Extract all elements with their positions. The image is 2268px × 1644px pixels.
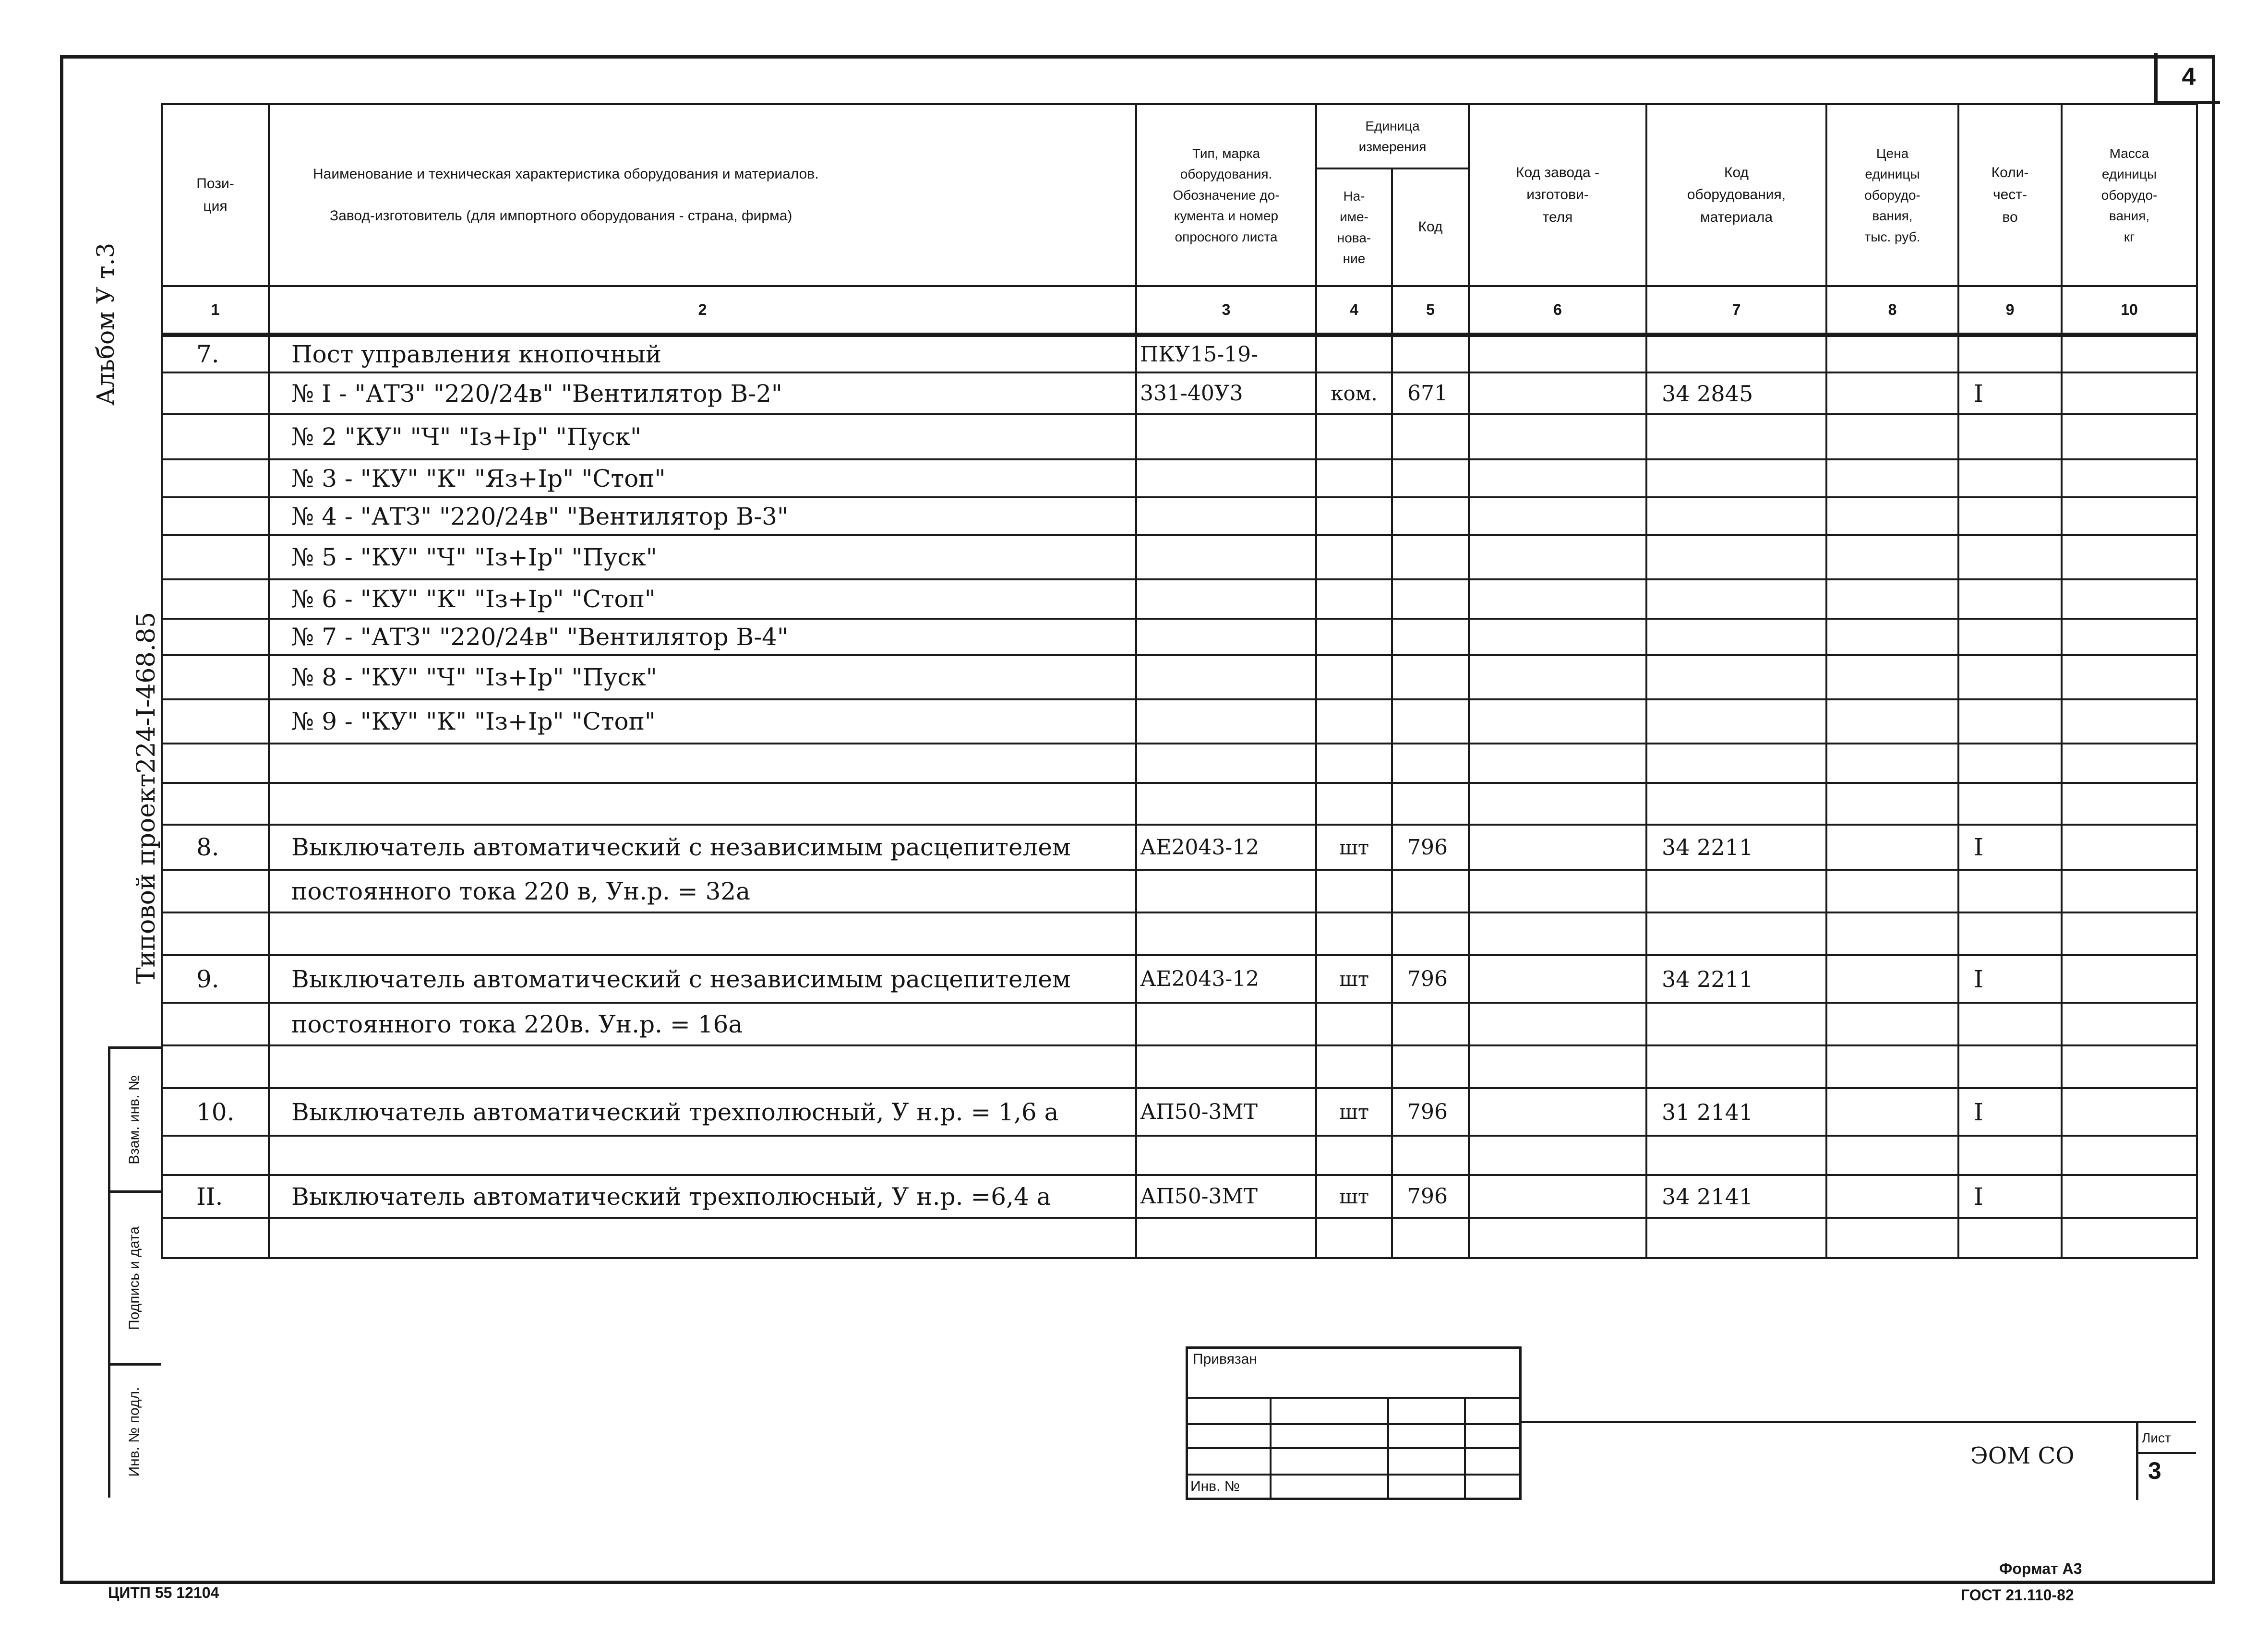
price-cell [1826,955,1958,1003]
unit-code-cell [1392,1003,1469,1045]
table-row [162,699,2197,744]
table-row [162,579,2197,619]
position-cell [162,579,269,619]
name-cell: № 8 - "КУ" "Ч" "Iз+Iр" "Пуск" [269,655,1136,699]
table-row [162,335,2197,373]
qty-cell [1958,744,2062,783]
type-cell [1136,497,1316,535]
table-row [162,870,2197,912]
position-cell: 9. [162,955,269,1003]
name-cell: № I - "АТЗ" "220/24в" "Вентилятор В-2" [269,372,1136,414]
price-cell [1826,619,1958,655]
position-cell [162,912,269,955]
type-cell: АП50-3МТ [1136,1088,1316,1136]
table-row [162,1045,2197,1088]
position-cell [162,535,269,579]
stamp-line [1464,1397,1466,1500]
factory-code-cell [1469,579,1646,619]
header-pos: Пози- ция [162,104,269,286]
price-cell [1826,655,1958,699]
price-cell [1826,1136,1958,1175]
price-cell [1826,372,1958,414]
mass-cell [2062,655,2197,699]
mass-cell [2062,699,2197,744]
qty-cell: I [1958,825,2062,870]
factory-code-cell [1469,414,1646,459]
type-cell [1136,579,1316,619]
factory-code-cell [1469,655,1646,699]
position-cell [162,1136,269,1175]
equip-code-cell [1646,535,1826,579]
qty-cell [1958,1136,2062,1175]
equip-code-cell [1646,497,1826,535]
qty-cell [1958,1218,2062,1258]
unit-code-cell [1392,783,1469,825]
unit-name-cell [1316,655,1392,699]
unit-code-cell [1392,535,1469,579]
stamp-line [1270,1397,1272,1500]
unit-code-cell: 796 [1392,825,1469,870]
name-cell [269,1136,1136,1175]
qty-cell: I [1958,1175,2062,1218]
unit-code-cell [1392,335,1469,373]
table-row [162,912,2197,955]
price-cell [1826,1003,1958,1045]
type-cell [1136,744,1316,783]
unit-name-cell [1316,1136,1392,1175]
name-cell: Выключатель автоматический с независимым расцепителем [269,825,1136,870]
type-cell [1136,1003,1316,1045]
unit-name-cell [1316,699,1392,744]
factory-code-cell [1469,699,1646,744]
name-cell: постоянного тока 220в. Ун.р. = 16а [269,1003,1136,1045]
album-label: Альбом У т.3 [92,242,120,406]
qty-cell [1958,459,2062,497]
qty-cell [1958,535,2062,579]
colnum: 3 [1136,286,1316,335]
type-cell [1136,1218,1316,1258]
unit-name-cell [1316,497,1392,535]
position-cell: II. [162,1175,269,1218]
unit-name-cell [1316,1003,1392,1045]
colnum: 7 [1646,286,1826,335]
equip-code-cell [1646,655,1826,699]
sheet-value: 3 [2148,1457,2161,1484]
table-row [162,1003,2197,1045]
price-cell [1826,825,1958,870]
factory-code-cell [1469,335,1646,373]
position-cell [162,744,269,783]
qty-cell [1958,1045,2062,1088]
header-mass: Масса единицы оборудо- вания, кг [2062,104,2197,286]
equip-code-cell: 34 2141 [1646,1175,1826,1218]
name-cell: № 7 - "АТЗ" "220/24в" "Вентилятор В-4" [269,619,1136,655]
name-cell [269,1045,1136,1088]
name-cell: № 5 - "КУ" "Ч" "Iз+Iр" "Пуск" [269,535,1136,579]
unit-code-cell: 796 [1392,1088,1469,1136]
table-row [162,825,2197,870]
factory-code-cell [1469,825,1646,870]
colnum: 1 [162,286,269,335]
factory-code-cell [1469,783,1646,825]
equip-code-cell [1646,783,1826,825]
position-cell [162,870,269,912]
table-row [162,655,2197,699]
price-cell [1826,497,1958,535]
unit-name-cell [1316,783,1392,825]
qty-cell [1958,497,2062,535]
position-cell: 7. [162,335,269,373]
type-cell [1136,1045,1316,1088]
mass-cell [2062,744,2197,783]
table-row [162,1175,2197,1218]
project-label: Типовой проект224-I-468.85 [132,612,161,984]
position-cell [162,1003,269,1045]
factory-code-cell [1469,1136,1646,1175]
unit-code-cell: 671 [1392,372,1469,414]
table-row [162,535,2197,579]
qty-cell: I [1958,372,2062,414]
sheet-label: Лист [2142,1430,2171,1445]
type-cell: АЕ2043-12 [1136,955,1316,1003]
factory-code-cell [1469,1088,1646,1136]
equip-code-cell [1646,870,1826,912]
name-cell: постоянного тока 220 в, Ун.р. = 32а [269,870,1136,912]
mass-cell [2062,1175,2197,1218]
type-cell: ПКУ15-19- [1136,335,1316,373]
mass-cell [2062,1003,2197,1045]
qty-cell [1958,335,2062,373]
stamp-line [1186,1474,1522,1476]
type-cell: 331-40У3 [1136,372,1316,414]
equip-code-cell: 31 2141 [1646,1088,1826,1136]
position-cell: 10. [162,1088,269,1136]
price-cell [1826,1088,1958,1136]
mass-cell [2062,619,2197,655]
type-cell [1136,414,1316,459]
stamp-line [1522,1421,2196,1423]
price-cell [1826,1045,1958,1088]
type-cell [1136,1136,1316,1175]
factory-code-cell [1469,535,1646,579]
factory-code-cell [1469,1003,1646,1045]
position-cell [162,414,269,459]
colnum: 5 [1392,286,1469,335]
unit-code-cell [1392,1045,1469,1088]
header-unit-code: Код [1392,168,1469,286]
unit-name-cell [1316,912,1392,955]
qty-cell [1958,579,2062,619]
mass-cell [2062,1088,2197,1136]
position-cell [162,655,269,699]
price-cell [1826,1175,1958,1218]
name-cell: № 4 - "АТЗ" "220/24в" "Вентилятор В-3" [269,497,1136,535]
factory-code-cell [1469,870,1646,912]
name-cell: № 9 - "КУ" "К" "Iз+Iр" "Стоп" [269,699,1136,744]
qty-cell [1958,619,2062,655]
stamp-line [2136,1452,2196,1454]
price-cell [1826,414,1958,459]
mass-cell [2062,783,2197,825]
factory-code-cell [1469,1045,1646,1088]
unit-code-cell [1392,744,1469,783]
qty-cell: I [1958,955,2062,1003]
table-row [162,414,2197,459]
side-cell-inv: Инв. № подл. [108,1363,161,1498]
name-cell [269,1218,1136,1258]
mass-cell [2062,1218,2197,1258]
unit-code-cell [1392,1218,1469,1258]
unit-code-cell: 796 [1392,1175,1469,1218]
price-cell [1826,1218,1958,1258]
price-cell [1826,459,1958,497]
specification-table [161,103,2198,1259]
unit-name-cell [1316,579,1392,619]
price-cell [1826,744,1958,783]
unit-name-cell: шт [1316,1175,1392,1218]
title-block [161,1318,2196,1500]
factory-code-cell [1469,912,1646,955]
type-cell [1136,619,1316,655]
type-cell [1136,655,1316,699]
unit-code-cell [1392,870,1469,912]
unit-name-cell [1316,1045,1392,1088]
equip-code-cell [1646,699,1826,744]
position-cell [162,699,269,744]
equip-code-cell [1646,1218,1826,1258]
column-number-row [162,286,2197,335]
qty-cell [1958,870,2062,912]
table-row [162,619,2197,655]
mass-cell [2062,1136,2197,1175]
qty-cell [1958,783,2062,825]
colnum: 8 [1826,286,1958,335]
position-cell [162,497,269,535]
colnum: 4 [1316,286,1392,335]
colnum: 6 [1469,286,1646,335]
qty-cell [1958,699,2062,744]
doc-code: ЭОМ СО [1970,1442,2075,1469]
mass-cell [2062,497,2197,535]
unit-name-cell [1316,619,1392,655]
name-cell: № 6 - "КУ" "К" "Iз+Iр" "Стоп" [269,579,1136,619]
price-cell [1826,579,1958,619]
header-row [162,104,2197,168]
position-cell [162,1045,269,1088]
name-cell: № 3 - "КУ" "К" "Яз+Iр" "Стоп" [269,459,1136,497]
qty-cell: I [1958,1088,2062,1136]
qty-cell [1958,414,2062,459]
unit-name-cell [1316,1218,1392,1258]
type-cell [1136,783,1316,825]
qty-cell [1958,655,2062,699]
header-price: Цена единицы оборудо- вания, тыс. руб. [1826,104,1958,286]
unit-name-cell: шт [1316,955,1392,1003]
type-cell [1136,912,1316,955]
unit-code-cell: 796 [1392,955,1469,1003]
type-cell [1136,870,1316,912]
mass-cell [2062,459,2197,497]
position-cell [162,1218,269,1258]
equip-code-cell: 34 2211 [1646,955,1826,1003]
price-cell [1826,870,1958,912]
equip-code-cell: 34 2845 [1646,372,1826,414]
footer-left: ЦИТП 55 12104 [108,1584,219,1601]
factory-code-cell [1469,1175,1646,1218]
qty-cell [1958,1003,2062,1045]
equip-code-cell [1646,459,1826,497]
footer-gost: ГОСТ 21.110-82 [1961,1586,2074,1604]
table-row [162,459,2197,497]
table-row [162,955,2197,1003]
type-cell: АЕ2043-12 [1136,825,1316,870]
table-row [162,497,2197,535]
equip-code-cell [1646,1136,1826,1175]
inv-no-label: Инв. № [1190,1478,1240,1494]
header-equip-code: Код оборудования, материала [1646,104,1826,286]
type-cell [1136,699,1316,744]
price-cell [1826,699,1958,744]
equip-code-cell [1646,579,1826,619]
stamp-line [1186,1423,1522,1425]
name-cell: Выключатель автоматический с независимым расцепителем [269,955,1136,1003]
colnum: 2 [269,286,1136,335]
stamp-line [1387,1397,1389,1500]
mass-cell [2062,825,2197,870]
equip-code-cell [1646,414,1826,459]
unit-code-cell [1392,459,1469,497]
header-name: Наименование и техническая характеристика оборудования и материалов. Завод-изготовитель (для импортного оборудования - страна, фирма) [269,104,1136,286]
table-row [162,1218,2197,1258]
position-cell [162,372,269,414]
header-unit-group: Единица измерения [1316,104,1469,168]
mass-cell [2062,912,2197,955]
side-cell-vzam: Взам. инв. № [108,1046,161,1190]
unit-code-cell [1392,699,1469,744]
privyazan-label: Привязан [1193,1351,1257,1367]
position-cell [162,619,269,655]
unit-code-cell [1392,655,1469,699]
price-cell [1826,783,1958,825]
mass-cell [2062,372,2197,414]
unit-name-cell [1316,870,1392,912]
equip-code-cell [1646,744,1826,783]
unit-code-cell [1392,912,1469,955]
mass-cell [2062,414,2197,459]
mass-cell [2062,955,2197,1003]
position-cell [162,783,269,825]
colnum: 10 [2062,286,2197,335]
table-row [162,1088,2197,1136]
unit-code-cell [1392,497,1469,535]
price-cell [1826,912,1958,955]
name-cell: Пост управления кнопочный [269,335,1136,373]
unit-code-cell [1392,579,1469,619]
mass-cell [2062,870,2197,912]
header-type: Тип, марка оборудования. Обозначение до- кумента и номер опросного листа [1136,104,1316,286]
header-factory-code: Код завода - изготови- теля [1469,104,1646,286]
name-cell [269,744,1136,783]
factory-code-cell [1469,1218,1646,1258]
qty-cell [1958,912,2062,955]
type-cell: АП50-3МТ [1136,1175,1316,1218]
table-row [162,372,2197,414]
unit-code-cell [1392,619,1469,655]
table-row [162,744,2197,783]
name-cell [269,912,1136,955]
unit-name-cell: ком. [1316,372,1392,414]
side-cell-podpis: Подпись и дата [108,1190,161,1363]
table-row [162,783,2197,825]
equip-code-cell [1646,335,1826,373]
factory-code-cell [1469,459,1646,497]
mass-cell [2062,335,2197,373]
mass-cell [2062,579,2197,619]
unit-name-cell: шт [1316,825,1392,870]
position-cell [162,459,269,497]
price-cell [1826,335,1958,373]
equip-code-cell [1646,1003,1826,1045]
price-cell [1826,535,1958,579]
type-cell [1136,459,1316,497]
unit-name-cell [1316,414,1392,459]
unit-name-cell [1316,535,1392,579]
page-number: 4 [2154,53,2220,104]
unit-name-cell [1316,459,1392,497]
equip-code-cell [1646,912,1826,955]
colnum: 9 [1958,286,2062,335]
factory-code-cell [1469,372,1646,414]
factory-code-cell [1469,619,1646,655]
stamp-line [1186,1447,1522,1449]
table-row [162,1136,2197,1175]
header-qty: Коли- чест- во [1958,104,2062,286]
equip-code-cell: 34 2211 [1646,825,1826,870]
type-cell [1136,535,1316,579]
name-cell: Выключатель автоматический трехполюсный, У н.р. = 1,6 а [269,1088,1136,1136]
factory-code-cell [1469,497,1646,535]
footer-format: Формат А3 [1999,1560,2082,1577]
equip-code-cell [1646,1045,1826,1088]
name-cell: Выключатель автоматический трехполюсный, У н.р. =6,4 а [269,1175,1136,1218]
factory-code-cell [1469,744,1646,783]
unit-name-cell [1316,744,1392,783]
stamp-line [1186,1397,1522,1399]
unit-code-cell [1392,414,1469,459]
unit-code-cell [1392,1136,1469,1175]
position-cell: 8. [162,825,269,870]
mass-cell [2062,1045,2197,1088]
unit-name-cell: шт [1316,1088,1392,1136]
name-cell: № 2 "КУ" "Ч" "Iз+Iр" "Пуск" [269,414,1136,459]
factory-code-cell [1469,955,1646,1003]
unit-name-cell [1316,335,1392,373]
header-unit-name: На- име- нова- ние [1316,168,1392,286]
name-cell [269,783,1136,825]
equip-code-cell [1646,619,1826,655]
mass-cell [2062,535,2197,579]
